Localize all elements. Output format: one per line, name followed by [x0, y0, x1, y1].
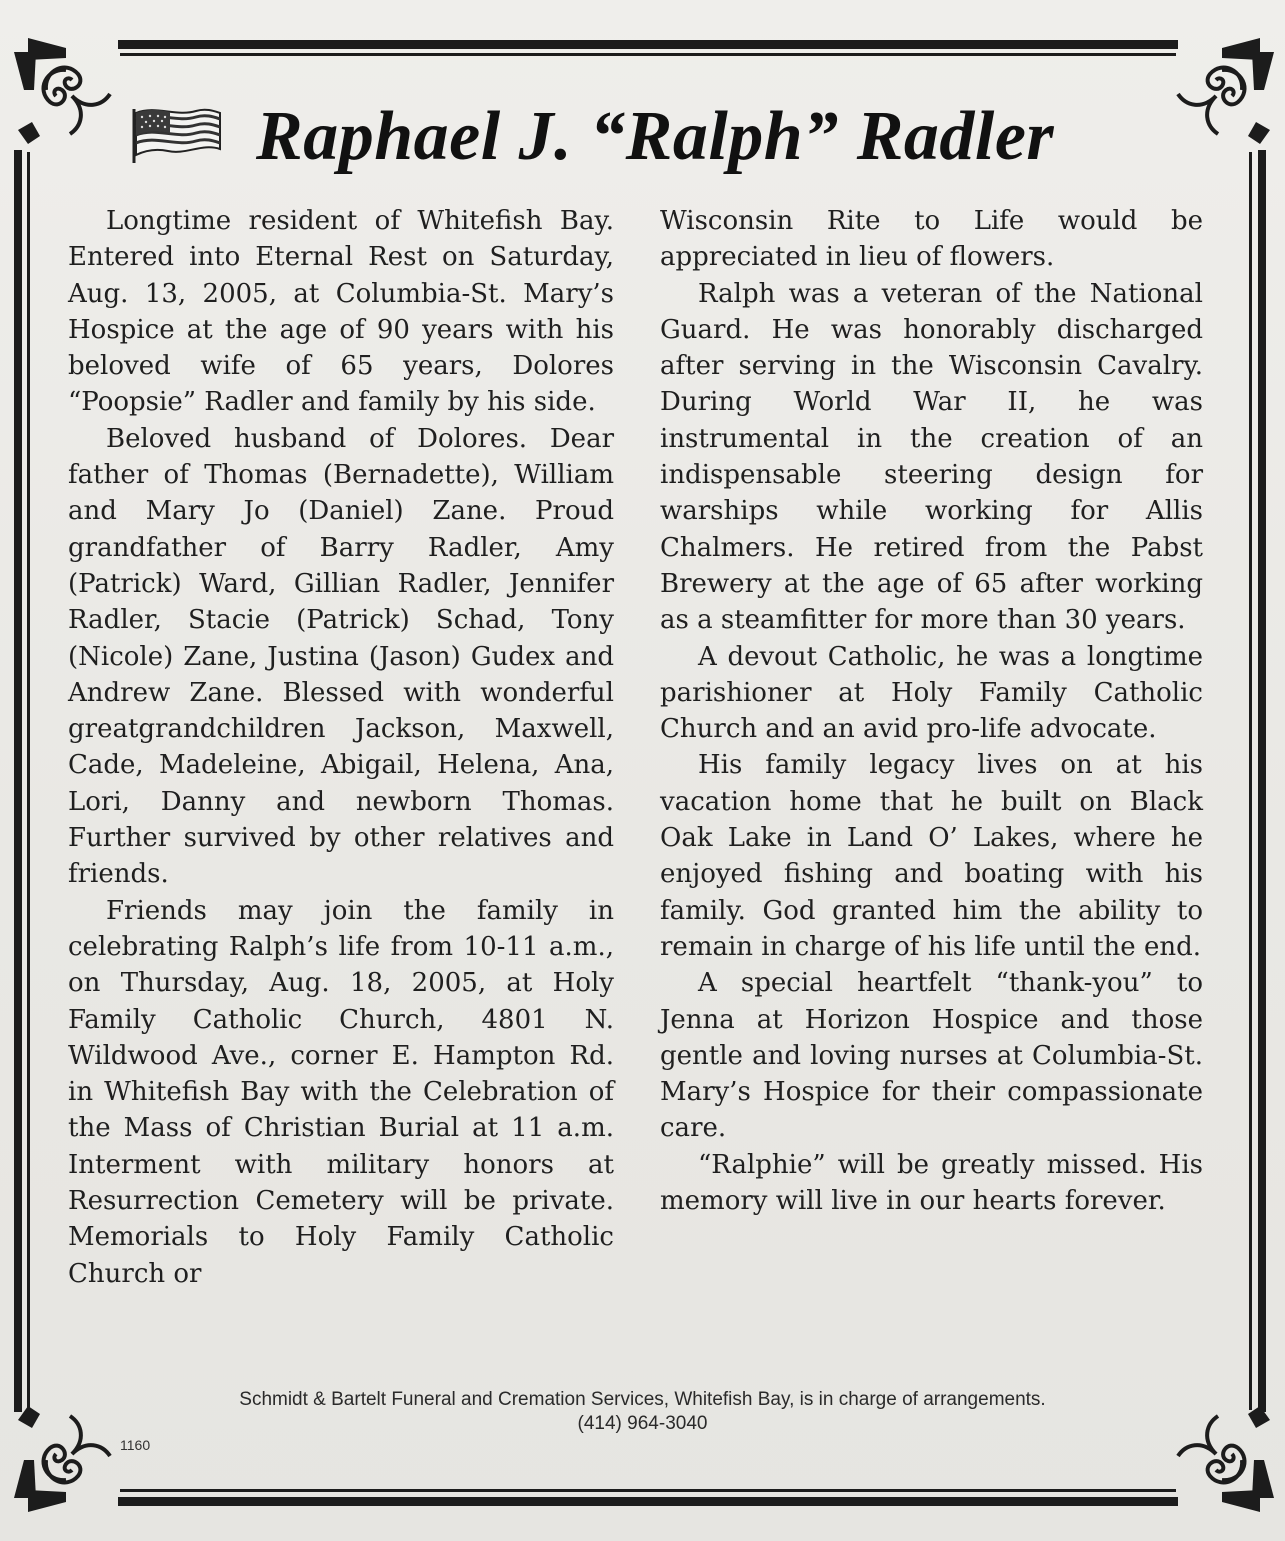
funeral-home-notice: Schmidt & Bartelt Funeral and Cremation Services, Whitefish Bay, is in charge of arrangements. — [239, 1389, 1046, 1410]
frame-right-rule — [1258, 150, 1266, 1412]
obituary-paragraph: Ralph was a veteran of the National Guard. He was honorably discharged after serving in the Wisconsin Cavalry. During World War II, he was instrumental in the creation of an indispensable steering design for warships while working for Allis Chalmers. He retired from the Pabst Brewery at the age of 65 after working as a steamfitter for more than 30 years. — [660, 278, 1203, 636]
obituary-paragraph: Longtime resident of Whitefish Bay. Entered into Eternal Rest on Saturday, Aug. 13, 2005, at Columbia-St. Mary’s Hospice at the age of 90 years with his beloved wife of 65 years, Dolores “Poopsie” Radler and family by his side. — [68, 206, 614, 418]
american-flag-icon — [132, 103, 224, 165]
obituary-paragraph: His family legacy lives on at his vacation home that he built on Black Oak Lake in Land O’ Lakes, where he enjoyed fishing and boating with his family. God granted him the ability to remain in charge of his life until the end. — [660, 750, 1203, 962]
obituary-paragraph: A devout Catholic, he was a longtime parishioner at Holy Family Catholic Church and an avid pro-life advocate. — [660, 641, 1203, 745]
obituary-left-column — [68, 203, 614, 1363]
funeral-home-phone: (414) 964-3040 — [577, 1413, 708, 1434]
obituary-paragraph: Beloved husband of Dolores. Dear father of Thomas (Bernadette), William and Mary Jo (Daniel) Zane. Proud grandfather of Barry Radler, Amy (Patrick) Ward, Gillian Radler, Jennifer Radler, Stacie (Patrick) Schad, Tony (Nicole) Zane, Justina (Jason) Gudex and Andrew Zane. Blessed with wonderful greatgrandchildren Jackson, Maxwell, Cade, Madeleine, Abigail, Helena, Ana, Lori, Danny and newborn Thomas. Further survived by other relatives and friends. — [68, 423, 614, 890]
obituary-paragraph: “Ralphie” will be greatly missed. His memory will live in our hearts forever. — [660, 1149, 1203, 1217]
frame-bottom-rule — [118, 1497, 1178, 1506]
obituary-paragraph: A special heartfelt “thank-you” to Jenna at Horizon Hospice and those gentle and loving nurses at Columbia-St. Mary’s Hospice for their compassionate care. — [660, 968, 1203, 1144]
corner-ornament-icon — [6, 30, 126, 150]
obituary-paragraph-continuation: Wisconsin Rite to Life would be appreciated in lieu of flowers. — [660, 206, 1203, 273]
frame-top-rule — [118, 40, 1178, 49]
frame-bottom-rule-thin — [120, 1489, 1176, 1492]
obituary-name-title: Raphael J. “Ralph” Radler — [256, 98, 1055, 175]
corner-ornament-icon — [1162, 30, 1282, 150]
ad-code: 1160 — [120, 1437, 151, 1453]
obituary-paragraph: Friends may join the family in celebrating Ralph’s life from 10-11 a.m., on Thursday, Aug. 18, 2005, at Holy Family Catholic Church, 4801 N. Wildwood Ave., corner E. Hampton Rd. in Whitefish Bay with the Celebration of the Mass of Christian Burial at 11 a.m. Interment with military honors at Resurrection Cemetery will be private. Memorials to Holy Family Catholic Church or — [68, 895, 614, 1289]
frame-top-rule-thin — [120, 53, 1176, 56]
frame-left-rule-thin — [27, 152, 30, 1410]
obituary-right-column — [660, 203, 1203, 1363]
frame-right-rule-thin — [1249, 152, 1252, 1410]
frame-left-rule — [14, 150, 22, 1412]
